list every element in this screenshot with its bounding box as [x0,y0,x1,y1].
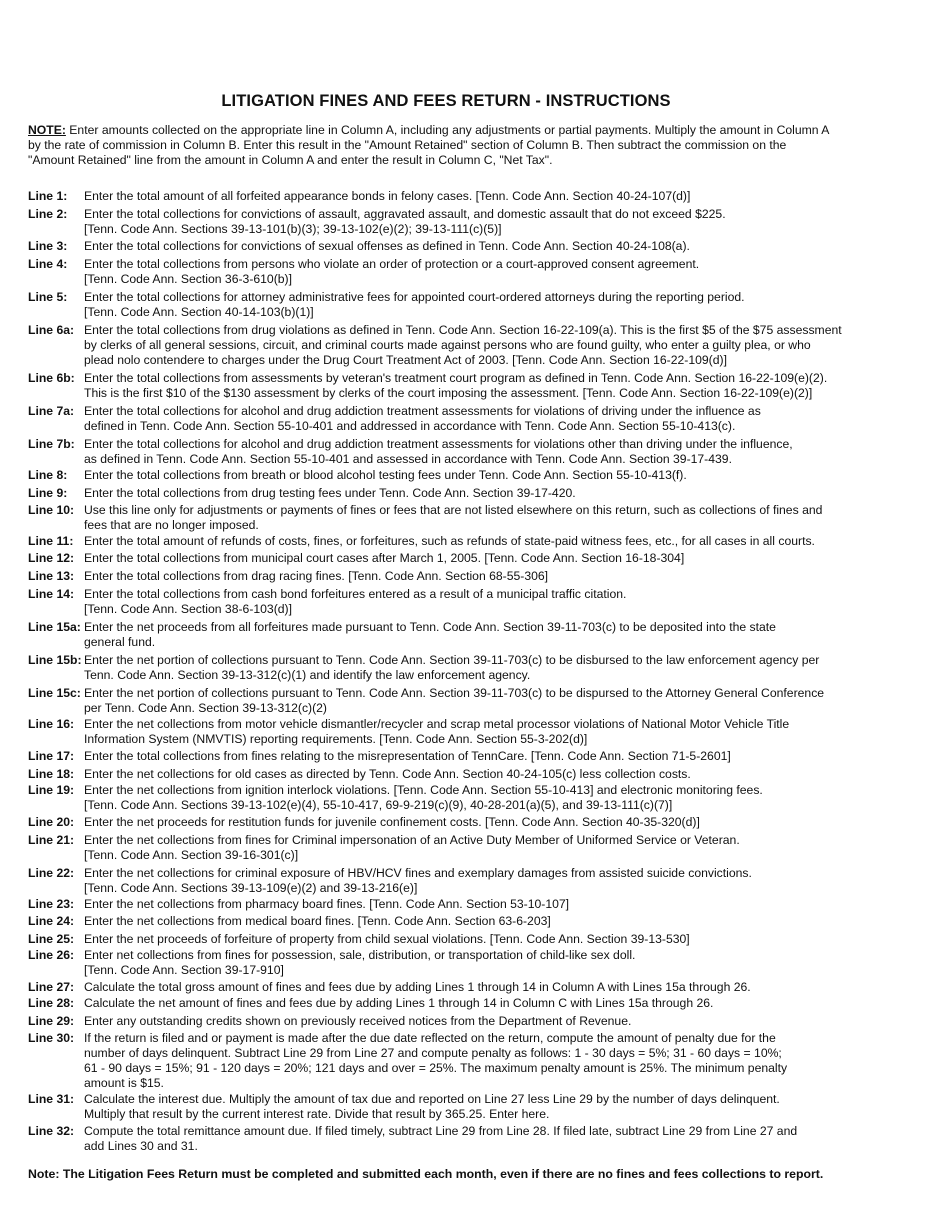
line-label: Line 11: [28,534,74,548]
line-text [84,996,868,1011]
line-text-segment: Calculate the total gross amount of fines and fees due by adding Lines 1 through 14 in Column A with Lines 15a through 26. [84,979,751,994]
instruction-row [28,717,868,747]
line-label: Line 3: [28,238,68,253]
line-text [84,717,868,747]
line-text-segment: Enter the net collections from motor vehicle dismantler/recycler and scrap metal processor violations of National Motor Vehicle Title [84,717,790,731]
line-label: Line 13: [28,568,75,583]
line-text-segment: Enter the total collections from breath or blood alcohol testing fees under Tenn. Code Ann. Section 55-10-413(f). [84,468,687,482]
line-text [84,371,868,401]
line-text-segment: Enter the net collections from ignition interlock violations. [Tenn. Code Ann. Section 55-10-413] and electronic monitoring fees. [84,783,763,797]
instruction-row [28,1092,868,1122]
note-line-0 [28,123,829,137]
line-text-segment: [Tenn. Code Ann. Section 39-17-910] [84,963,284,977]
instruction-row [28,996,868,1011]
instruction-row [28,1124,868,1154]
line-instructions-list [28,189,868,1155]
instruction-row [28,587,868,617]
line-label: Line 32: [28,1123,75,1138]
line-text-segment: Enter the total collections for alcohol and drug addiction treatment assessments for violations other than driving under the influence, [84,436,793,451]
line-label: Line 31: [28,1092,75,1106]
instruction-row [28,948,868,978]
line-text-segment: This is the first $10 of the $130 assessment by clerks of the court imposing the assessment. [Tenn. Code Ann. Section 16-22-109(e)(2)] [84,385,813,400]
line-text [84,932,868,947]
line-text [84,783,868,813]
line-text-segment: [Tenn. Code Ann. Section 40-14-103(b)(1)] [84,304,314,319]
line-text-segment: plead nolo contendere to charges under the Drug Court Treatment Act of 2003. [Tenn. Code Ann. Section 16-22-109(d)] [84,352,727,367]
line-text-segment: [Tenn. Code Ann. Sections 39-13-101(b)(3); 39-13-102(e)(2); 39-13-111(c)(5)] [84,222,502,236]
instruction-row [28,404,868,434]
line-text-segment: Enter the total collections from assessments by veteran's treatment court program as defined in Tenn. Code Ann. Section 16-22-109(e)(2). [84,370,828,385]
line-label: Line 23: [28,897,75,911]
line-text [84,1092,868,1122]
line-label: Line 10: [28,502,75,517]
line-text-segment: Compute the total remittance amount due. If filed timely, subtract Line 29 from Line 28. If filed late, subtract Line 29 from Line 27 and [84,1123,798,1138]
footer-note: Note: The Litigation Fees Return must be completed and submitted each month, even if there are no fines and fees collections to report. [28,1167,824,1181]
line-label: Line 14: [28,586,75,601]
line-text-segment: Enter the net collections for old cases as directed by Tenn. Code Ann. Section 40-24-105(c) less collection costs. [84,766,691,781]
line-label: Line 27: [28,979,75,994]
line-text-segment: If the return is filed and or payment is made after the due date reflected on the return, compute the amount of penalty due for the [84,1030,776,1045]
line-text-segment: Information System (NMVTIS) reporting requirements. [Tenn. Code Ann. Section 55-3-202(d)] [84,732,588,746]
line-text-segment: Enter the total collections from persons who violate an order of protection or a court-approved consent agreement. [84,256,700,271]
line-label: Line 2: [28,207,68,221]
instruction-row [28,371,868,401]
line-text-segment: per Tenn. Code Ann. Section 39-13-312(c)(2) [84,700,327,715]
instruction-row [28,503,868,533]
line-label: Line 15a: [28,619,81,634]
line-text-segment: by clerks of all general sessions, circuit, and criminal courts made against persons who are found guilty, who enter a guilty plea, or who [84,337,811,352]
line-label: Line 16: [28,717,75,731]
line-text [84,239,868,254]
line-label: Line 25: [28,931,75,946]
instruction-row [28,290,868,320]
line-text [84,551,868,566]
instruction-row [28,239,868,254]
line-label: Line 15b: [28,652,82,667]
line-text-segment: Enter the total collections from cash bond forfeitures entered as a result of a municipal traffic citation. [84,586,627,601]
line-text-segment: Enter the total collections for alcohol and drug addiction treatment assessments for violations of driving under the influence as [84,403,761,418]
instruction-row [28,468,868,483]
line-label: Line 17: [28,748,75,763]
line-label: Line 28: [28,996,75,1010]
line-text-segment: Enter the total collections for convictions of sexual offenses as defined in Tenn. Code Ann. Section 40-24-108(a). [84,238,690,253]
line-text [84,914,868,929]
line-text-segment: defined in Tenn. Code Ann. Section 55-10-401 and addressed in accordance with Tenn. Code Ann. Section 55-10-413(c). [84,418,736,433]
line-text-segment: Calculate the net amount of fines and fees due by adding Lines 1 through 14 in Column C with Lines 15a through 26. [84,996,714,1010]
instruction-row [28,767,868,782]
line-text [84,323,868,368]
line-text-segment: Enter the net proceeds from all forfeitures made pursuant to Tenn. Code Ann. Section 39-11-703(c) to be deposited into the state [84,619,776,634]
line-label: Line 24: [28,913,75,928]
line-text-segment: as defined in Tenn. Code Ann. Section 55-10-401 and assessed in accordance with Tenn. Code Ann. Section 39-17-439. [84,451,732,466]
note-line-2: "Amount Retained" line from the amount in Column A and enter the result in Column C, "Net Tax". [28,153,553,167]
line-label: Line 8: [28,468,68,482]
instruction-row [28,686,868,716]
instruction-row [28,207,868,237]
line-text [84,1031,868,1091]
line-text-segment: [Tenn. Code Ann. Sections 39-13-109(e)(2) and 39-13-216(e)] [84,880,418,895]
instruction-row [28,866,868,896]
line-text-segment: [Tenn. Code Ann. Section 38-6-103(d)] [84,601,292,616]
line-text-segment: [Tenn. Code Ann. Section 36-3-610(b)] [84,271,292,286]
instruction-row [28,569,868,584]
instruction-row [28,620,868,650]
instruction-row [28,749,868,764]
line-text [84,587,868,617]
line-text [84,1014,868,1029]
line-text-segment: Enter the net collections from medical board fines. [Tenn. Code Ann. Section 63-6-203] [84,913,551,928]
line-text-segment: Enter the total collections from drug violations as defined in Tenn. Code Ann. Section 16-22-109(a). This is the first $5 of the $75 assessment [84,322,842,337]
line-text [84,290,868,320]
line-text [84,620,868,650]
line-text-segment: [Tenn. Code Ann. Sections 39-13-102(e)(4), 55-10-417, 69-9-219(c)(9), 40-28-201(a)(5), and 39-13-111(c)(7)] [84,798,673,812]
line-label: Line 18: [28,766,75,781]
line-text [84,767,868,782]
line-text-segment: Enter net collections from fines for possession, sale, distribution, or transportation of child-like sex doll. [84,948,636,962]
line-text-segment: Enter the net portion of collections pursuant to Tenn. Code Ann. Section 39-11-703(c) to be disbursed to the law enforcement agency per [84,652,820,667]
line-label: Line 1: [28,189,68,203]
line-text-segment: Enter the net proceeds of forfeiture of property from child sexual violations. [Tenn. Code Ann. Section 39-13-530] [84,931,690,946]
line-text-segment: Calculate the interest due. Multiply the amount of tax due and reported on Line 27 less Line 29 by the number of days delinquent. [84,1092,780,1106]
note-text-0: Enter amounts collected on the appropriate line in Column A, including any adjustments or partial payments. Multiply the amount in Column A [65,123,830,137]
line-label: Line 12: [28,550,75,565]
line-text [84,815,868,830]
instruction-row [28,897,868,912]
line-text-segment: Enter the total collections for convictions of assault, aggravated assault, and domestic assault that do not exceed $225. [84,207,726,221]
line-text [84,503,868,533]
instruction-row [28,1031,868,1091]
line-label: Line 6b: [28,370,75,385]
line-text-segment: Use this line only for adjustments or payments of fines or fees that are not listed elsewhere on this return, such as collections of fines and [84,502,823,517]
instruction-row [28,534,868,549]
line-label: Line 15c: [28,685,81,700]
line-label: Line 29: [28,1014,75,1028]
line-text-segment: Enter the total amount of refunds of costs, fines, or forfeitures, such as refunds of state-paid witness fees, etc., for all cases in all courts. [84,534,815,548]
line-label: Line 7a: [28,403,75,418]
line-label: Line 21: [28,832,75,847]
line-text [84,437,868,467]
line-text-segment: add Lines 30 and 31. [84,1138,198,1153]
line-text [84,653,868,683]
line-label: Line 7b: [28,436,75,451]
line-text [84,486,868,501]
line-label: Line 26: [28,948,75,962]
line-text-segment: 61 - 90 days = 15%; 91 - 120 days = 20%; 121 days and over = 25%. The maximum penalty amount is 25%. The minimum penalty [84,1060,788,1075]
instruction-row [28,486,868,501]
line-text [84,468,868,483]
line-text-segment: Enter the net portion of collections pursuant to Tenn. Code Ann. Section 39-11-703(c) to be dispursed to the Attorney General Conference [84,685,825,700]
line-text-segment: Enter the total collections from drag racing fines. [Tenn. Code Ann. Section 68-55-306] [84,568,549,583]
line-label: Line 9: [28,486,68,500]
line-text [84,257,868,287]
instruction-row [28,833,868,863]
line-text [84,569,868,584]
instruction-row [28,980,868,995]
line-text-segment: amount is $15. [84,1075,164,1090]
instruction-row [28,932,868,947]
line-text [84,207,868,237]
page-title: LITIGATION FINES AND FEES RETURN - INSTRUCTIONS [221,92,671,110]
instruction-row [28,815,868,830]
line-text-segment: Enter the total collections from fines relating to the misrepresentation of TennCare. [Tenn. Code Ann. Section 71-5-2601] [84,748,731,763]
line-label: Line 22: [28,865,75,880]
instruction-row [28,257,868,287]
line-text-segment: fees that are no longer imposed. [84,517,259,532]
line-text [84,404,868,434]
line-text [84,833,868,863]
line-text [84,189,868,204]
line-text-segment: Tenn. Code Ann. Section 39-13-312(c)(1) and identify the law enforcement agency. [84,667,531,682]
instruction-row [28,1014,868,1029]
note-paragraph [28,123,863,168]
instruction-row [28,437,868,467]
line-text-segment: Enter the total collections from drug testing fees under Tenn. Code Ann. Section 39-17-420. [84,486,576,500]
line-label: Line 20: [28,814,75,829]
instruction-row [28,323,868,368]
line-text [84,980,868,995]
instruction-row [28,189,868,204]
line-text [84,686,868,716]
line-text-segment: Enter the net collections from pharmacy board fines. [Tenn. Code Ann. Section 53-10-107] [84,897,570,911]
line-text [84,866,868,896]
instruction-row [28,783,868,813]
line-text [84,534,868,549]
line-text-segment: Enter the net collections for criminal exposure of HBV/HCV fines and exemplary damages from assisted suicide convictions. [84,865,752,880]
line-label: Line 4: [28,256,68,271]
line-text-segment: [Tenn. Code Ann. Section 39-16-301(c)] [84,847,299,862]
line-text-segment: Enter the total collections from municipal court cases after March 1, 2005. [Tenn. Code Ann. Section 16-18-304] [84,550,685,565]
line-label: Line 6a: [28,322,75,337]
line-label: Line 30: [28,1030,75,1045]
line-label: Line 19: [28,783,75,797]
line-text [84,1124,868,1154]
line-text-segment: Enter the net proceeds for restitution funds for juvenile confinement costs. [Tenn. Code Ann. Section 40-35-320(d)] [84,814,700,829]
line-text-segment: number of days delinquent. Subtract Line 29 from Line 27 and compute penalty as follows: 1 - 30 days = 5%; 31 - 60 days = 10%; [84,1045,782,1060]
line-text-segment: general fund. [84,634,156,649]
line-text-segment: Enter any outstanding credits shown on previously received notices from the Department of Revenue. [84,1014,632,1028]
note-label: NOTE: [28,123,66,137]
instruction-row [28,551,868,566]
instruction-row [28,914,868,929]
line-text [84,749,868,764]
line-text [84,948,868,978]
line-text-segment: Enter the total collections for attorney administrative fees for appointed court-ordered attorneys during the reporting period. [84,289,745,304]
note-line-1: by the rate of commission in Column B. Enter this result in the "Amount Retained" section of Column B. Then subtract the commission on the [28,138,787,152]
line-text-segment: Enter the total amount of all forfeited appearance bonds in felony cases. [Tenn. Code Ann. Section 40-24-107(d)] [84,189,691,203]
instruction-row [28,653,868,683]
line-text-segment: Enter the net collections from fines for Criminal impersonation of an Active Duty Member of Uniformed Service or Veteran. [84,832,740,847]
line-label: Line 5: [28,289,68,304]
line-text-segment: Multiply that result by the current interest rate. Divide that result by 365.25. Enter here. [84,1107,550,1121]
line-text [84,897,868,912]
